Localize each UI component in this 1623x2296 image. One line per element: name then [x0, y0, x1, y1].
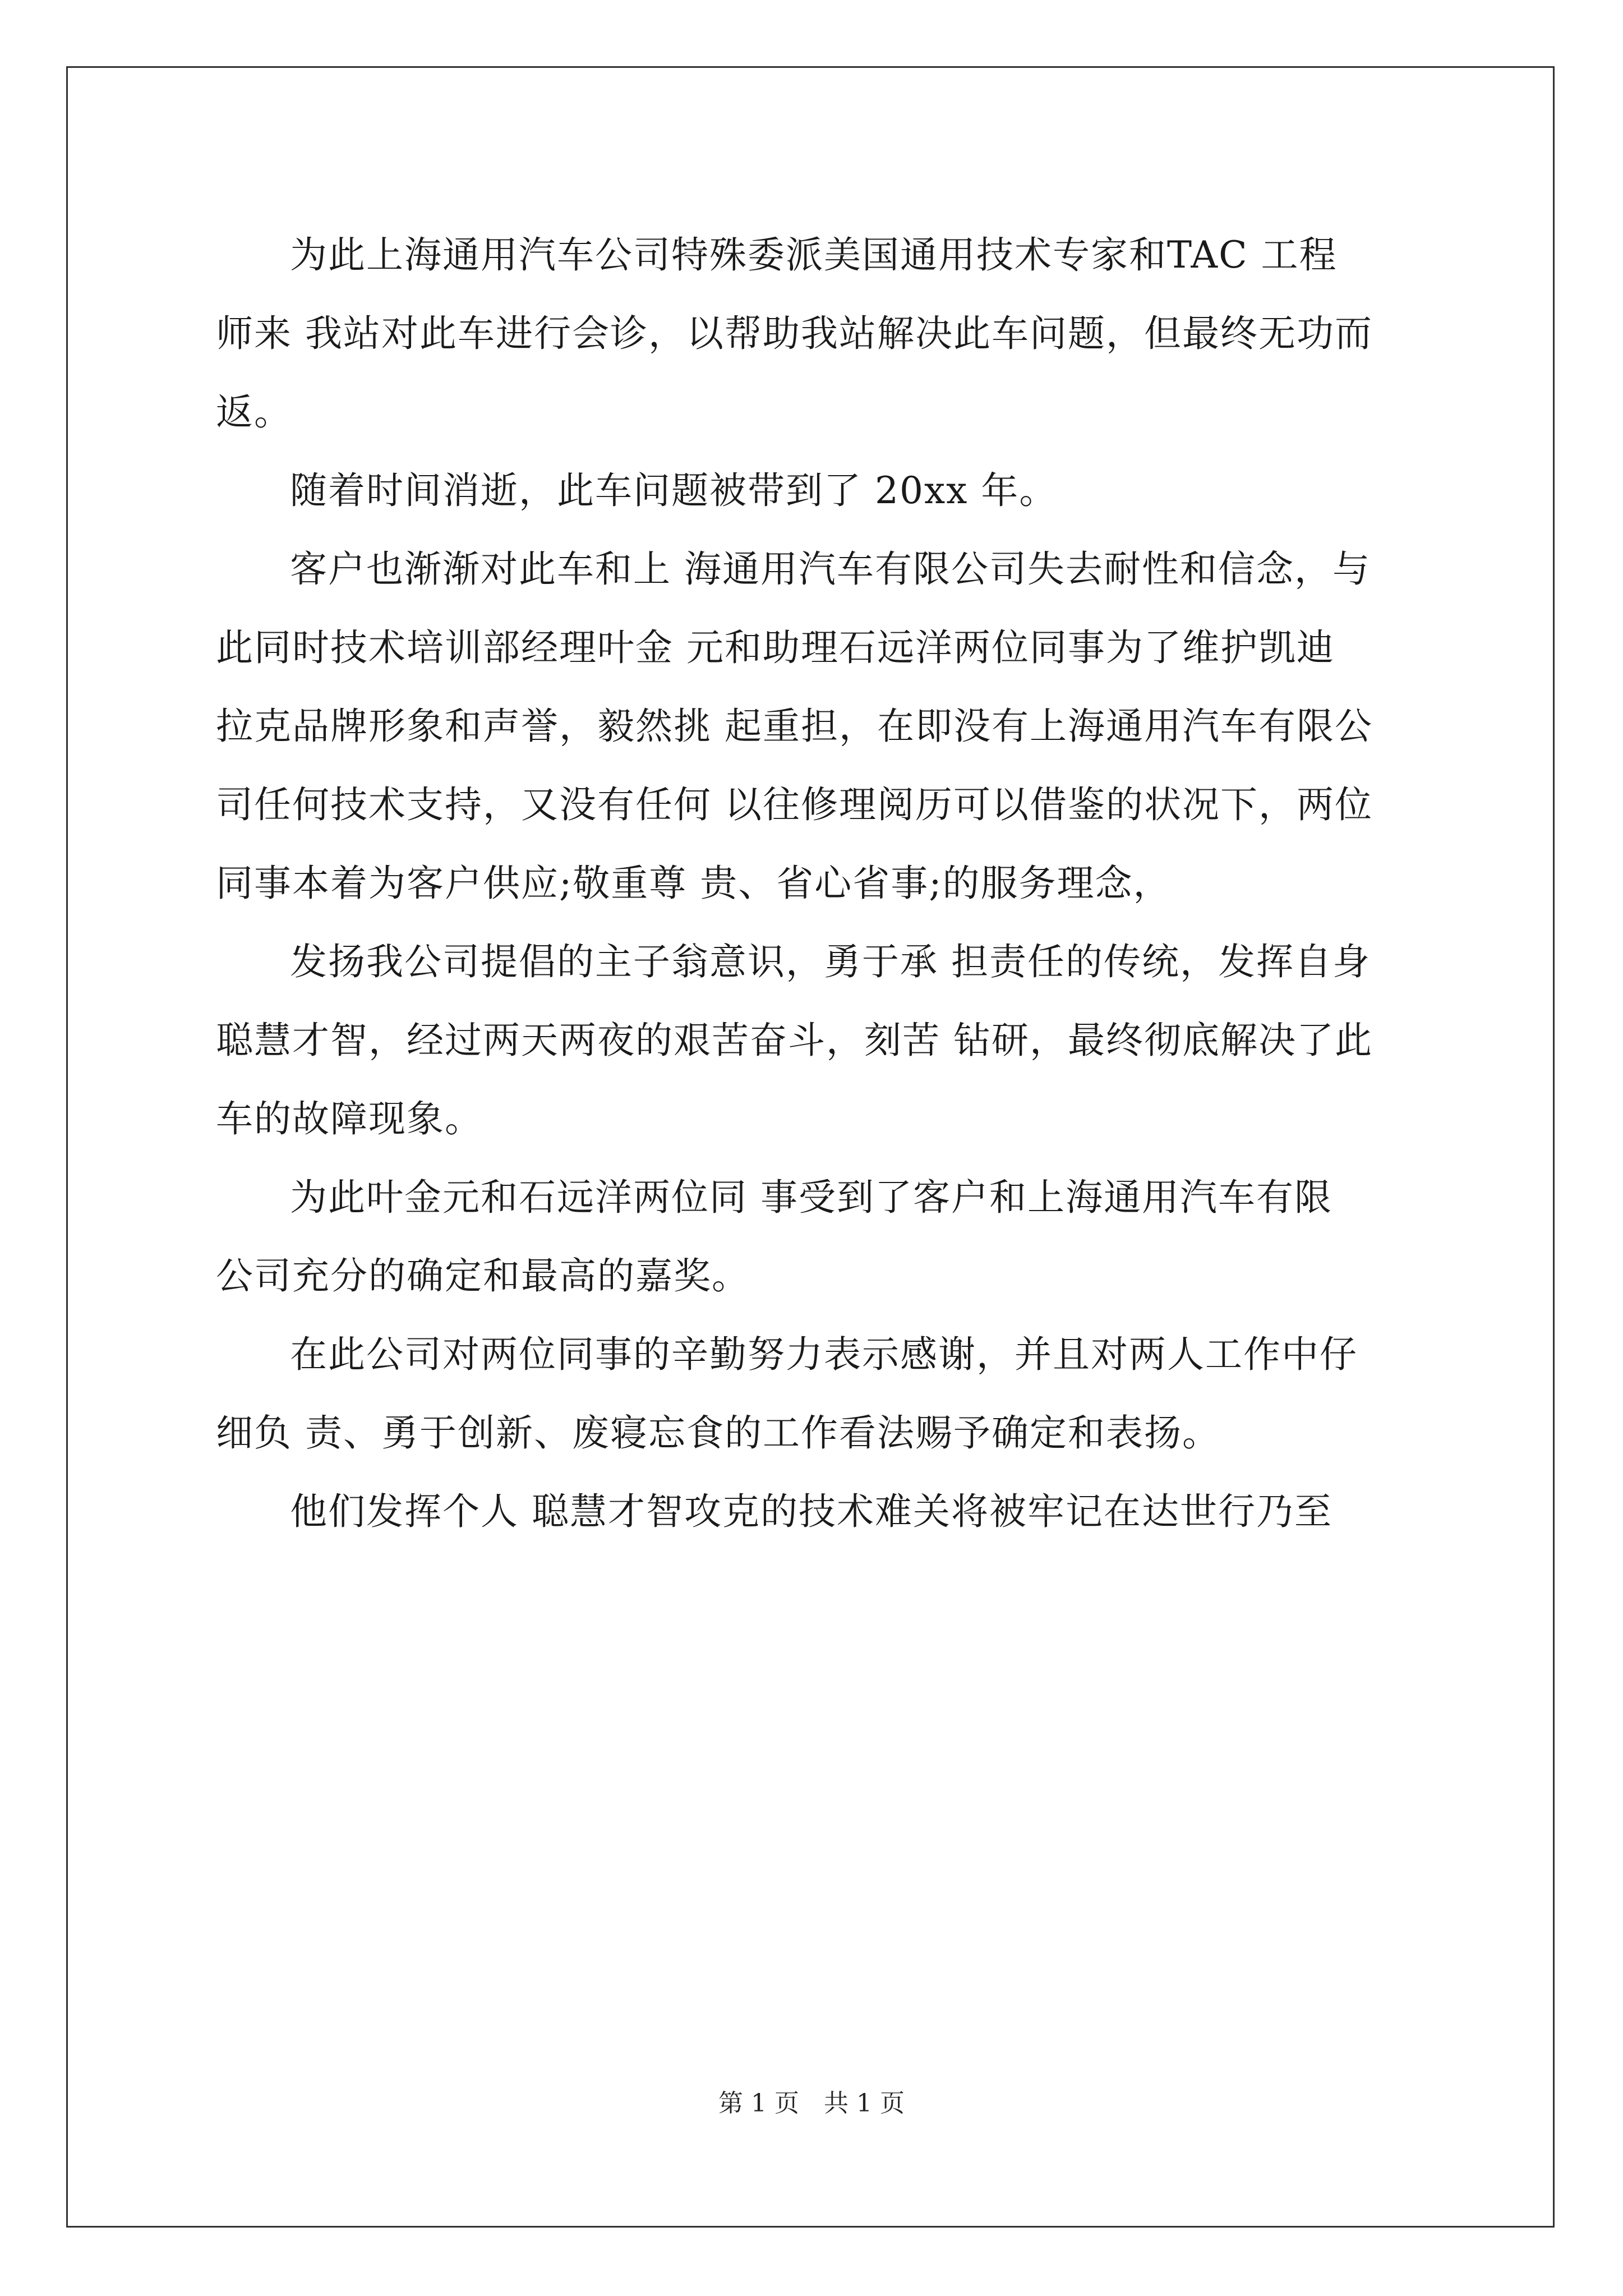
paragraph-line: 他们发挥个人 聪慧才智攻克的技术难关将被牢记在达世行乃至 — [290, 1490, 1332, 1533]
paragraph-line: 同事本着为客户供应;敬重尊 贵、省心省事;的服务理念， — [216, 862, 1172, 905]
paragraph-line: 聪慧才智，经过两天两夜的艰苦奋斗，刻苦 钻研，最终彻底解决了此 — [216, 1019, 1373, 1062]
paragraph-line: 为此叶金元和石远洋两位同 事受到了客户和上海通用汽车有限 — [290, 1176, 1332, 1219]
paragraph-line: 细负 责、勇于创新、废寝忘食的工作看法赐予确定和表扬。 — [216, 1411, 1220, 1455]
paragraph-line: 此同时技术培训部经理叶金 元和助理石远洋两位同事为了维护凯迪 — [216, 626, 1335, 669]
paragraph-line: 随着时间消逝，此车问题被带到了 20xx 年。 — [290, 469, 1058, 512]
page-number: 第 1 页 共 1 页 — [718, 2089, 905, 2118]
paragraph-line: 发扬我公司提倡的主子翁意识，勇于承 担责任的传统，发挥自身 — [290, 940, 1371, 983]
paragraph-line: 拉克品牌形象和声誉，毅然挑 起重担，在即没有上海通用汽车有限公 — [216, 705, 1373, 748]
document-body — [216, 216, 1427, 1551]
paragraph-line: 返。 — [216, 390, 292, 434]
paragraph-line: 师来 我站对此车进行会诊，以帮助我站解决此车问题，但最终无功而 — [216, 312, 1373, 355]
paragraph-line: 客户也渐渐对此车和上 海通用汽车有限公司失去耐性和信念，与 — [290, 547, 1371, 591]
paragraph-line: 司任何技术支持，又没有任何 以往修理阅历可以借鉴的状况下，两位 — [216, 783, 1373, 826]
paragraph-line: 公司充分的确定和最高的嘉奖。 — [216, 1254, 750, 1297]
paragraph-line: 车的故障现象。 — [216, 1097, 483, 1140]
paragraph-line: 在此公司对两位同事的辛勤努力表示感谢，并且对两人工作中仔 — [290, 1333, 1358, 1376]
paragraph-line: 为此上海通用汽车公司特殊委派美国通用技术专家和TAC 工程 — [290, 233, 1338, 277]
